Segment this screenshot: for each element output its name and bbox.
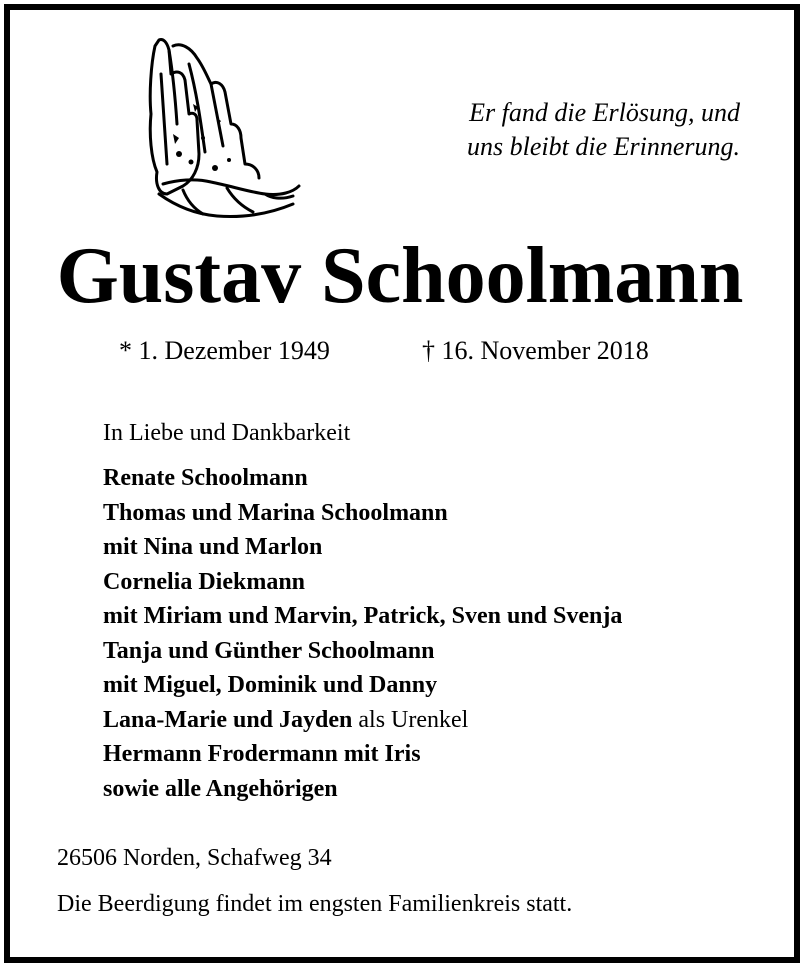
intro-text: In Liebe und Dankbarkeit bbox=[103, 420, 351, 446]
family-line-suffix: als Urenkel bbox=[352, 706, 469, 733]
death-date: † 16. November 2018 bbox=[422, 336, 649, 365]
family-line: sowie alle Angehörigen bbox=[103, 775, 338, 802]
family-line: mit Miguel, Dominik und Danny bbox=[103, 672, 438, 698]
family-list bbox=[103, 461, 622, 806]
family-line: Thomas und Marina Schoolmann bbox=[103, 499, 448, 526]
praying-hands-icon bbox=[133, 34, 303, 219]
funeral-note: Die Beerdigung findet im engsten Familienkreis statt. bbox=[57, 891, 573, 917]
family-line: Cornelia Diekmann bbox=[103, 568, 306, 595]
family-line-bold: Lana-Marie und Jayden bbox=[103, 706, 353, 733]
motto-line-1: Er fand die Erlösung, und bbox=[469, 98, 740, 127]
family-line: Tanja und Günther Schoolmann bbox=[103, 637, 435, 664]
family-line: Renate Schoolmann bbox=[103, 465, 308, 491]
address: 26506 Norden, Schafweg 34 bbox=[57, 845, 332, 871]
deceased-name: Gustav Schoolmann bbox=[56, 232, 744, 320]
family-line: mit Miriam und Marvin, Patrick, Sven und Svenja bbox=[103, 603, 623, 629]
birth-date: * 1. Dezember 1949 bbox=[119, 336, 330, 365]
family-line: mit Nina und Marlon bbox=[103, 534, 323, 560]
motto-line-2: uns bleibt die Erinnerung. bbox=[467, 132, 740, 161]
family-line bbox=[103, 703, 622, 738]
family-line: Hermann Frodermann mit Iris bbox=[103, 741, 421, 767]
motto bbox=[400, 96, 740, 164]
